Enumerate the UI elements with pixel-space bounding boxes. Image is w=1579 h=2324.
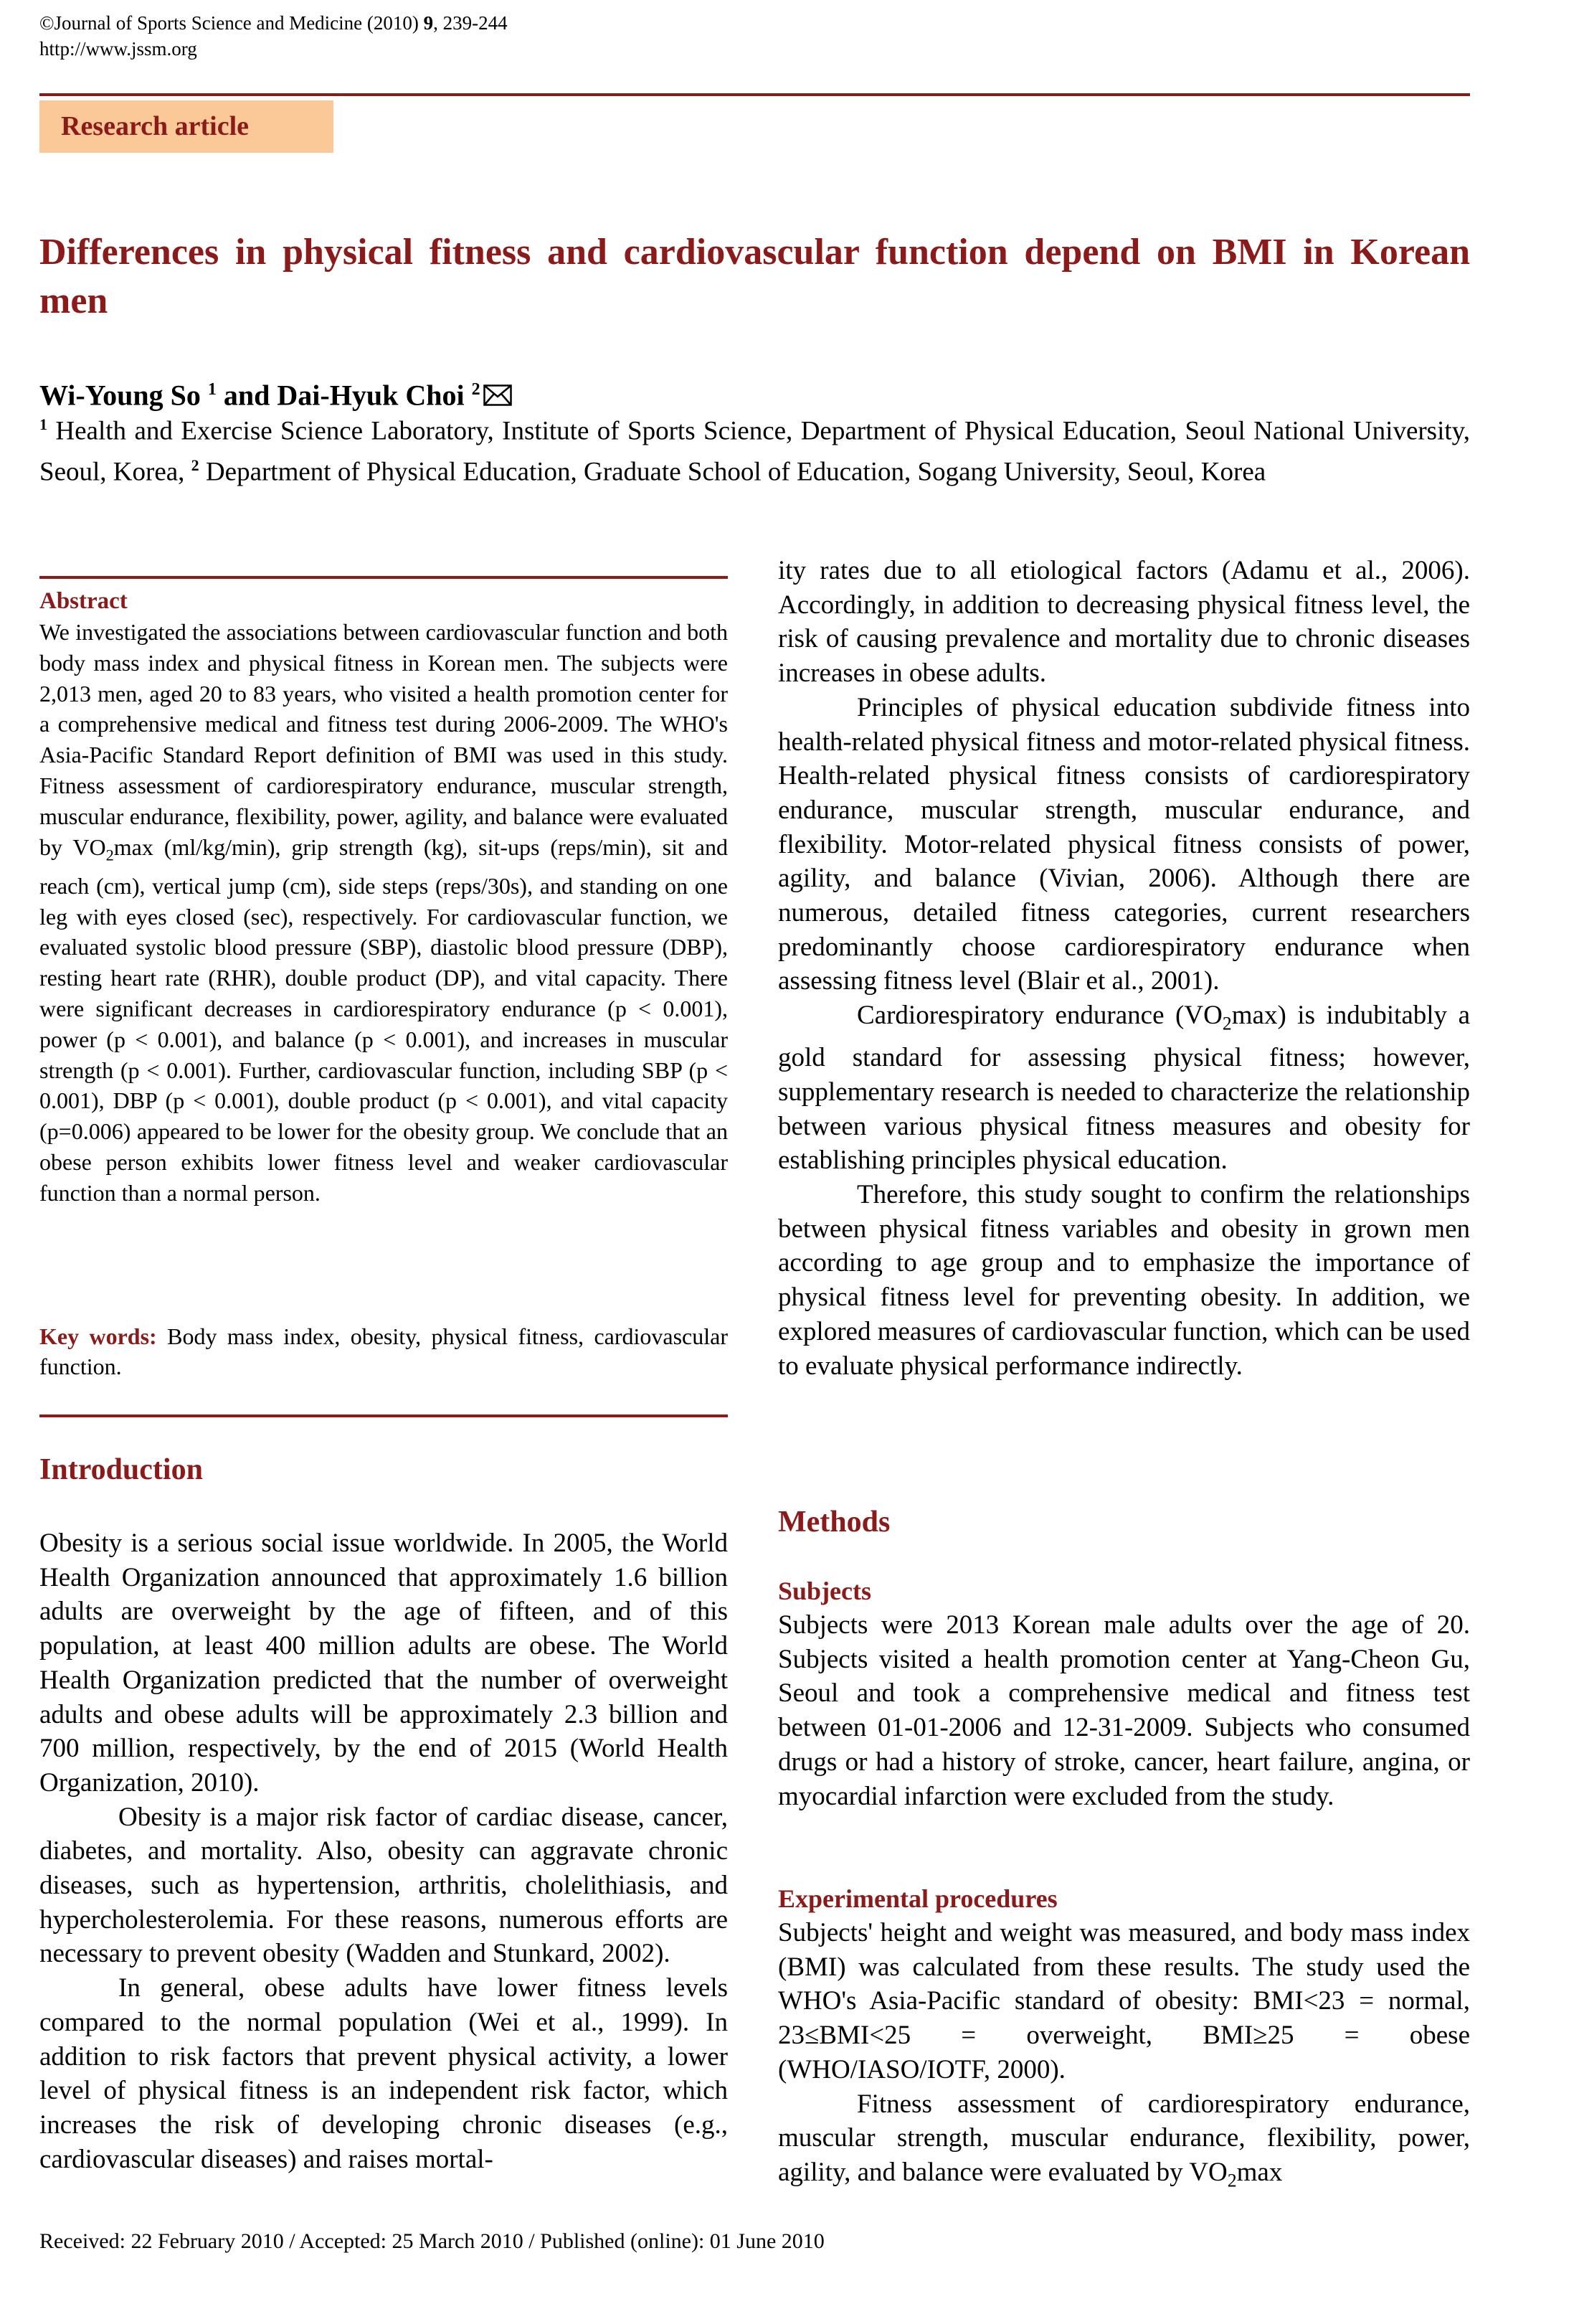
- intro-paragraph: Obesity is a serious social issue worldwide. In 2005, the World Health Organization announced that approximately 1.6 billion adults are overweight by the age of fifteen, and of this population, at least 400 million adults are obese. The World Health Organization predicted that the number of overweight adults and obese adults will be approximately 2.3 billion and 700 million, respectively, by the end of 2015 (World Health Organization, 2010).: [39, 1529, 728, 1798]
- methods-paragraph: Subjects were 2013 Korean male adults over the age of 20. Subjects visited a health promotion center at Yang-Cheon Gu, Seoul and took a comprehensive medical and fitness test between 01-01-2006 and 12-31-2009. Subjects who consumed drugs or had a history of stroke, cancer, heart failure, angina, or myocardial infarction were excluded from the study.: [778, 1610, 1470, 1811]
- article-type-badge: Research article: [39, 100, 333, 153]
- intro-paragraph: Obesity is a major risk factor of cardiac disease, cancer, diabetes, and mortality. Also, obesity can aggravate chronic diseases, such as hypertension, arthritis, cholelithiasis, and hypercholesterolemia. For these reasons, numerous efforts are necessary to prevent obesity (Wadden and Stunkard, 2002).: [39, 1802, 728, 1969]
- right-column-body: [778, 554, 1470, 1383]
- intro-p3-b: max) is indubitably a gold standard for assessing physical fitness; however, supplementary research is needed to characterize the relationship between various physical fitness measures and obesity for establishing principles physical education.: [778, 1001, 1470, 1176]
- intro-p3-a: Cardiorespiratory endurance (VO: [857, 1001, 1223, 1031]
- methods-paragraph: Subjects' height and weight was measured, and body mass index (BMI) was calculated from these results. The study used the WHO's Asia-Pacific standard of obesity: BMI<23 = normal, 23≤BMI<25 = overweight, BMI≥25 = obese (WHO/IASO/IOTF, 2000).: [778, 1918, 1470, 2084]
- procedures-body: [778, 1916, 1470, 2198]
- methods-heading: Methods: [778, 1506, 891, 1539]
- procedures-p2-a: Fitness assessment of cardiorespiratory endurance, muscular strength, muscular endurance, flexibility, power, agility, and balance were evaluated by VO: [778, 2089, 1470, 2187]
- author-2-sup: 2: [471, 380, 480, 399]
- abstract-sub: 2: [105, 845, 114, 864]
- abstract-part-1: We investigated the associations between cardiovascular function and both body mass index and physical fitness in Korean men. The subjects were 2,013 men, aged 20 to 83 years, who visited a health promotion center for a comprehensive medical and fitness test during 2006-2009. The WHO's Asia-Pacific Standard Report definition of BMI was used in this study. Fitness assessment of cardiorespiratory endurance, muscular strength, muscular endurance, flexibility, power, agility, and balance were evaluated by VO: [39, 619, 728, 860]
- abstract-text: [39, 617, 728, 1209]
- header-rule: [39, 93, 1470, 96]
- keywords-label: Key words:: [39, 1323, 157, 1349]
- affil-sup-1: 1: [39, 415, 47, 433]
- keywords-text: Body mass index, obesity, physical fitness, cardiovascular function.: [39, 1323, 729, 1379]
- intro-p3-sub: 2: [1222, 1013, 1232, 1034]
- procedures-p2-b: max: [1236, 2157, 1283, 2187]
- intro-paragraph: In general, obese adults have lower fitness levels compared to the normal population (Wei et al., 1999). In addition to risk factors that prevent physical activity, a lower level of physical fitness is an independent risk factor, which increases the risk of developing chronic diseases (e.g., cardiovascular diseases) and raises mortal-: [39, 1973, 728, 2174]
- paper-title: Differences in physical fitness and cardiovascular function depend on BMI in Korean men: [39, 232, 1470, 321]
- affil-2: Department of Physical Education, Graduate School of Education, Sogang University, Seoul, Korea: [199, 457, 1266, 487]
- abstract-top-rule: [39, 576, 728, 579]
- abstract-bottom-rule: [39, 1414, 728, 1417]
- affil-1: Health and Exercise Science Laboratory, Institute of Sports Science, Department of Physical Education, Seoul National University, Seoul, Korea,: [39, 416, 1470, 487]
- affiliations: [39, 407, 1470, 490]
- intro-paragraph: Principles of physical education subdivide fitness into health-related physical fitness and motor-related physical fitness. Health-related physical fitness consists of cardiorespiratory endurance, muscular strength, muscular endurance, and flexibility. Motor-related physical fitness consists of power, agility, and balance (Vivian, 2006). Although there are numerous, detailed fitness categories, current researchers predominantly choose cardiorespiratory endurance when assessing fitness level (Blair et al., 2001).: [778, 692, 1470, 996]
- intro-paragraph: Therefore, this study sought to confirm the relationships between physical fitness variables and obesity in grown men according to age group and to emphasize the importance of physical fitness level for preventing obesity. In addition, we explored measures of cardiovascular function, which can be used to evaluate physical performance indirectly.: [778, 1180, 1470, 1381]
- affil-sup-2: 2: [191, 456, 199, 475]
- abstract-heading: Abstract: [39, 588, 128, 614]
- publication-dates: Received: 22 February 2010 / Accepted: 25 March 2010 / Published (online): 01 June 2010: [39, 2229, 825, 2253]
- abstract-part-2: max (ml/kg/min), grip strength (kg), sit-ups (reps/min), sit and reach (cm), vertical jump (cm), side steps (reps/30s), and standing on one leg with eyes closed (sec), respectively. For cardiovascular function, we evaluated systolic blood pressure (SBP), diastolic blood pressure (DBP), resting heart rate (RHR), double product (DP), and vital capacity. There were significant decreases in cardiorespiratory endurance (p < 0.001), power (p < 0.001), and balance (p < 0.001), and increases in muscular strength (p < 0.001). Further, cardiovascular function, including SBP (p < 0.001), DBP (p < 0.001), double product (p < 0.001), and vital capacity (p=0.006) appeared to be lower for the obesity group. We conclude that an obese person exhibits lower fitness level and weaker cardiovascular function than a normal person.: [39, 833, 729, 1206]
- subjects-heading: Subjects: [778, 1577, 872, 1605]
- introduction-body: [39, 1526, 728, 2176]
- intro-paragraph: [778, 998, 1470, 1178]
- author-1: Wi-Young So: [39, 379, 208, 412]
- procedures-p2-sub: 2: [1227, 2170, 1237, 2191]
- journal-volume: 9: [423, 12, 434, 34]
- procedures-heading: Experimental procedures: [778, 1884, 1058, 1913]
- journal-citation: [39, 10, 508, 62]
- methods-paragraph: [778, 2087, 1470, 2198]
- author-1-sup: 1: [207, 380, 217, 399]
- introduction-heading: Introduction: [39, 1453, 203, 1486]
- envelope-icon[interactable]: [483, 384, 512, 406]
- intro-paragraph: ity rates due to all etiological factors (Adamu et al., 2006). Accordingly, in addition to decreasing physical fitness level, the risk of causing prevalence and mortality due to chronic diseases increases in obese adults.: [778, 556, 1470, 689]
- journal-line: ©Journal of Sports Science and Medicine (2010): [39, 12, 424, 34]
- keywords: [39, 1321, 728, 1381]
- subjects-body: [778, 1608, 1470, 1813]
- author-2: and Dai-Hyuk Choi: [216, 379, 472, 412]
- journal-pages: , 239-244: [433, 12, 508, 34]
- journal-url[interactable]: http://www.jssm.org: [39, 38, 197, 60]
